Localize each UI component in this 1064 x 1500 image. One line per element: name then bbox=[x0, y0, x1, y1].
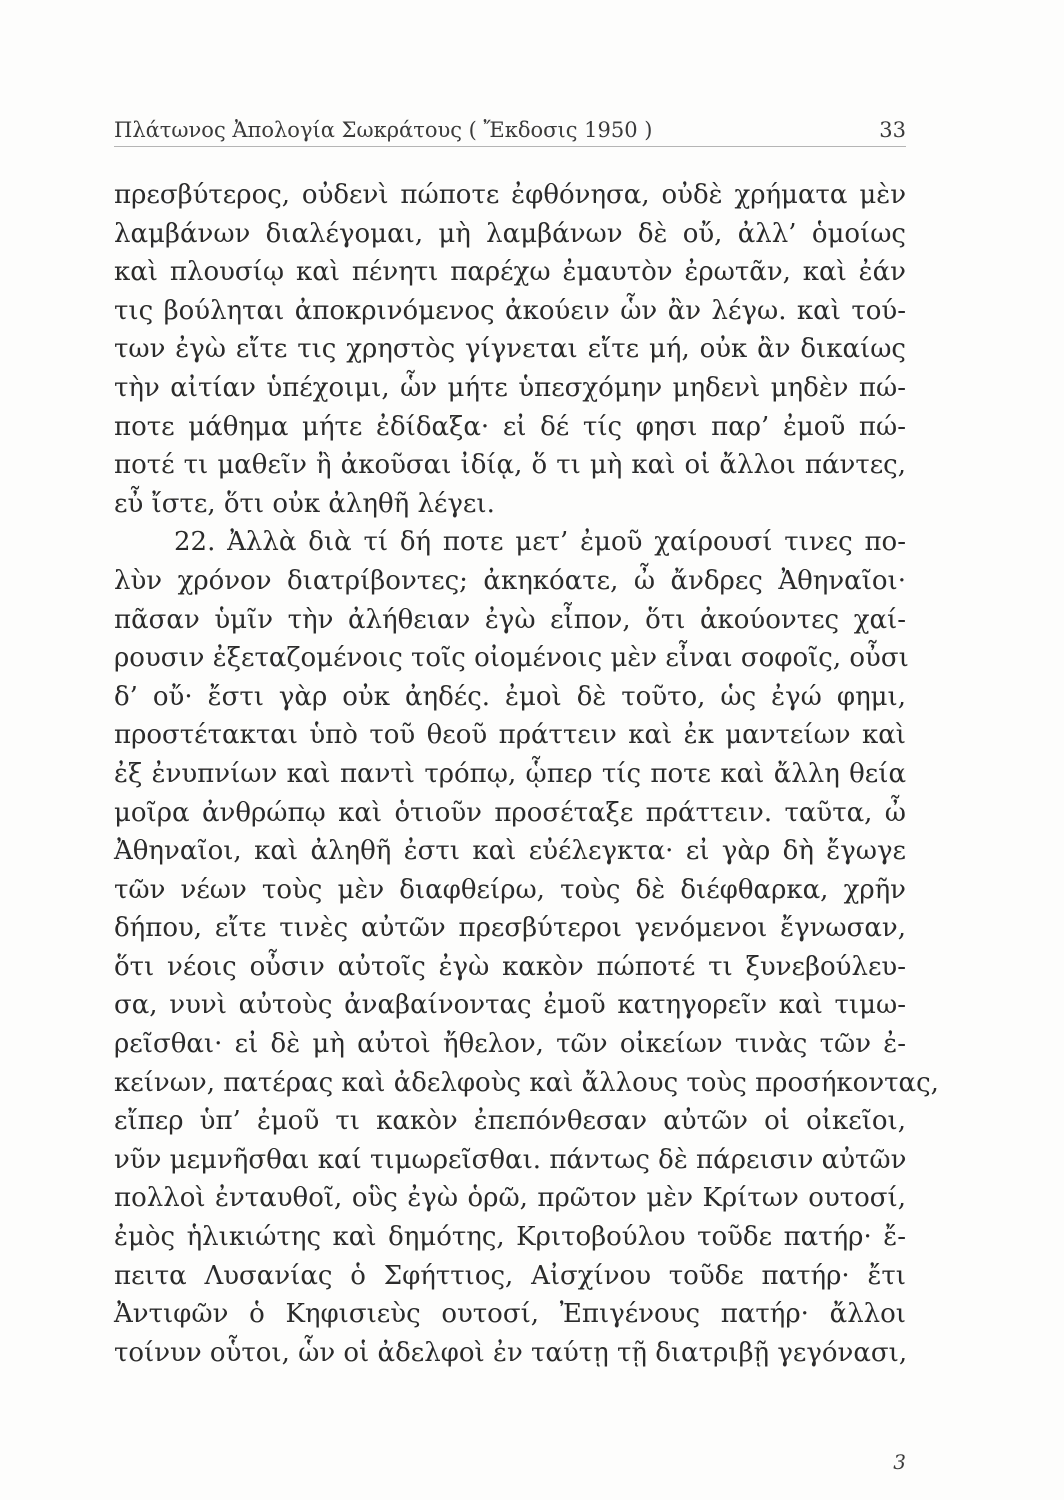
text-line: πρεσβύτερος, οὐδενὶ πώποτε ἐφθόνησα, οὐδὲ χρήματα μὲν bbox=[114, 180, 906, 210]
text-line: εἴπερ ὑπ’ ἐμοῦ τι κακὸν ἐπεπόνθεσαν αὐτῶν οἱ οἰκεῖοι, bbox=[114, 1106, 906, 1137]
printer-signature-mark: 3 bbox=[893, 1450, 906, 1474]
text-line: τῶν νέων τοὺς μὲν διαφθείρω, τοὺς δὲ διέφθαρκα, χρῆν bbox=[114, 874, 906, 905]
text-line: τὴν αἰτίαν ὑπέχοιμι, ὧν μήτε ὑπεσχόμην μηδενὶ μηδὲν πώ- bbox=[114, 372, 906, 403]
page-number: 33 bbox=[879, 118, 906, 142]
text-line: προστέτακται ὑπὸ τοῦ θεοῦ πράττειν καὶ ἐκ μαντείων καὶ bbox=[114, 720, 906, 751]
header-divider bbox=[114, 146, 906, 147]
text-line: τοίνυν οὗτοι, ὧν οἱ ἀδελφοὶ ἐν ταύτῃ τῇ διατριβῇ γεγόνασι, bbox=[114, 1337, 908, 1368]
header-title: Πλάτωνος Ἀπολογία Σωκράτους ( Ἔκδοσις 1950 ) bbox=[114, 118, 653, 142]
text-line: μοῖρα ἀνθρώπῳ καὶ ὁτιοῦν προσέταξε πράττειν. ταῦτα, ὦ bbox=[114, 797, 906, 828]
running-header bbox=[114, 118, 906, 148]
text-line: ὅτι νέοις οὖσιν αὐτοῖς ἐγὼ κακὸν πώποτέ τι ξυνεβούλευ- bbox=[114, 951, 906, 982]
text-line: Ἀντιφῶν ὁ Κηφισιεὺς ουτοσί, Ἐπιγένους πατήρ· ἄλλοι bbox=[114, 1299, 906, 1330]
text-line: ἐμὸς ἡλικιώτης καὶ δημότης, Κριτοβούλου τοῦδε πατήρ· ἔ- bbox=[114, 1222, 906, 1253]
text-line: πολλοὶ ἐνταυθοῖ, οὓς ἐγὼ ὁρῶ, πρῶτον μὲν Κρίτων ουτοσί, bbox=[114, 1183, 906, 1214]
text-line: ρεῖσθαι· εἰ δὲ μὴ αὐτοὶ ἤθελον, τῶν οἰκείων τινὰς τῶν ἐ- bbox=[114, 1029, 906, 1060]
text-line: κείνων, πατέρας καὶ ἀδελφοὺς καὶ ἄλλους τοὺς προσήκοντας, bbox=[114, 1067, 939, 1098]
text-line: Ἀθηναῖοι, καὶ ἀληθῆ ἐστι καὶ εὐέλεγκτα· εἰ γὰρ δὴ ἔγωγε bbox=[114, 836, 906, 867]
text-line: δήπου, εἴτε τινὲς αὐτῶν πρεσβύτεροι γενόμενοι ἔγνωσαν, bbox=[114, 913, 906, 944]
body-text bbox=[114, 176, 939, 1372]
text-line: τις βούληται ἀποκρινόμενος ἀκούειν ὧν ἂν λέγω. καὶ τού- bbox=[114, 295, 906, 326]
text-line: καὶ πλουσίῳ καὶ πένητι παρέχω ἐμαυτὸν ἐρωτᾶν, καὶ ἐάν bbox=[114, 257, 906, 288]
text-line: ρουσιν ἐξεταζομένοις τοῖς οἰομένοις μὲν εἶναι σοφοῖς, οὖσι bbox=[114, 643, 909, 674]
text-line: δ’ οὔ· ἔστι γὰρ οὐκ ἀηδές. ἐμοὶ δὲ τοῦτο, ὡς ἐγώ φημι, bbox=[114, 681, 906, 712]
text-line: ποτε μάθημα μήτε ἐδίδαξα· εἰ δέ τίς φησι παρ’ ἐμοῦ πώ- bbox=[114, 411, 906, 442]
text-line: πᾶσαν ὑμῖν τὴν ἀλήθειαν ἐγὼ εἶπον, ὅτι ἀκούοντες χαί- bbox=[114, 604, 906, 635]
text-line: ἐξ ἐνυπνίων καὶ παντὶ τρόπῳ, ᾧπερ τίς ποτε καὶ ἄλλη θεία bbox=[114, 758, 906, 789]
text-line: ποτέ τι μαθεῖν ἢ ἀκοῦσαι ἰδίᾳ, ὅ τι μὴ καὶ οἱ ἄλλοι πάντες, bbox=[114, 450, 906, 481]
text-line: εὖ ἴστε, ὅτι οὐκ ἀληθῆ λέγει. bbox=[114, 488, 495, 519]
text-line: σα, νυνὶ αὐτοὺς ἀναβαίνοντας ἐμοῦ κατηγορεῖν καὶ τιμω- bbox=[114, 990, 906, 1021]
section-start-line: 22. Ἀλλὰ διὰ τί δή ποτε μετ’ ἐμοῦ χαίρουσί τινες πο- bbox=[174, 527, 906, 558]
text-line: νῦν μεμνῆσθαι καί τιμωρεῖσθαι. πάντως δὲ πάρεισιν αὐτῶν bbox=[114, 1144, 907, 1175]
text-line: λὺν χρόνον διατρίβοντες; ἀκηκόατε, ὦ ἄνδρες Ἀθηναῖοι· bbox=[114, 565, 906, 596]
text-line: των ἐγὼ εἴτε τις χρηστὸς γίγνεται εἴτε μή, οὐκ ἂν δικαίως bbox=[114, 334, 906, 365]
text-line: λαμβάνων διαλέγομαι, μὴ λαμβάνων δὲ οὔ, ἀλλ’ ὁμοίως bbox=[114, 218, 906, 249]
text-line: πειτα Λυσανίας ὁ Σφήττιος, Αἰσχίνου τοῦδε πατήρ· ἔτι bbox=[114, 1260, 906, 1291]
